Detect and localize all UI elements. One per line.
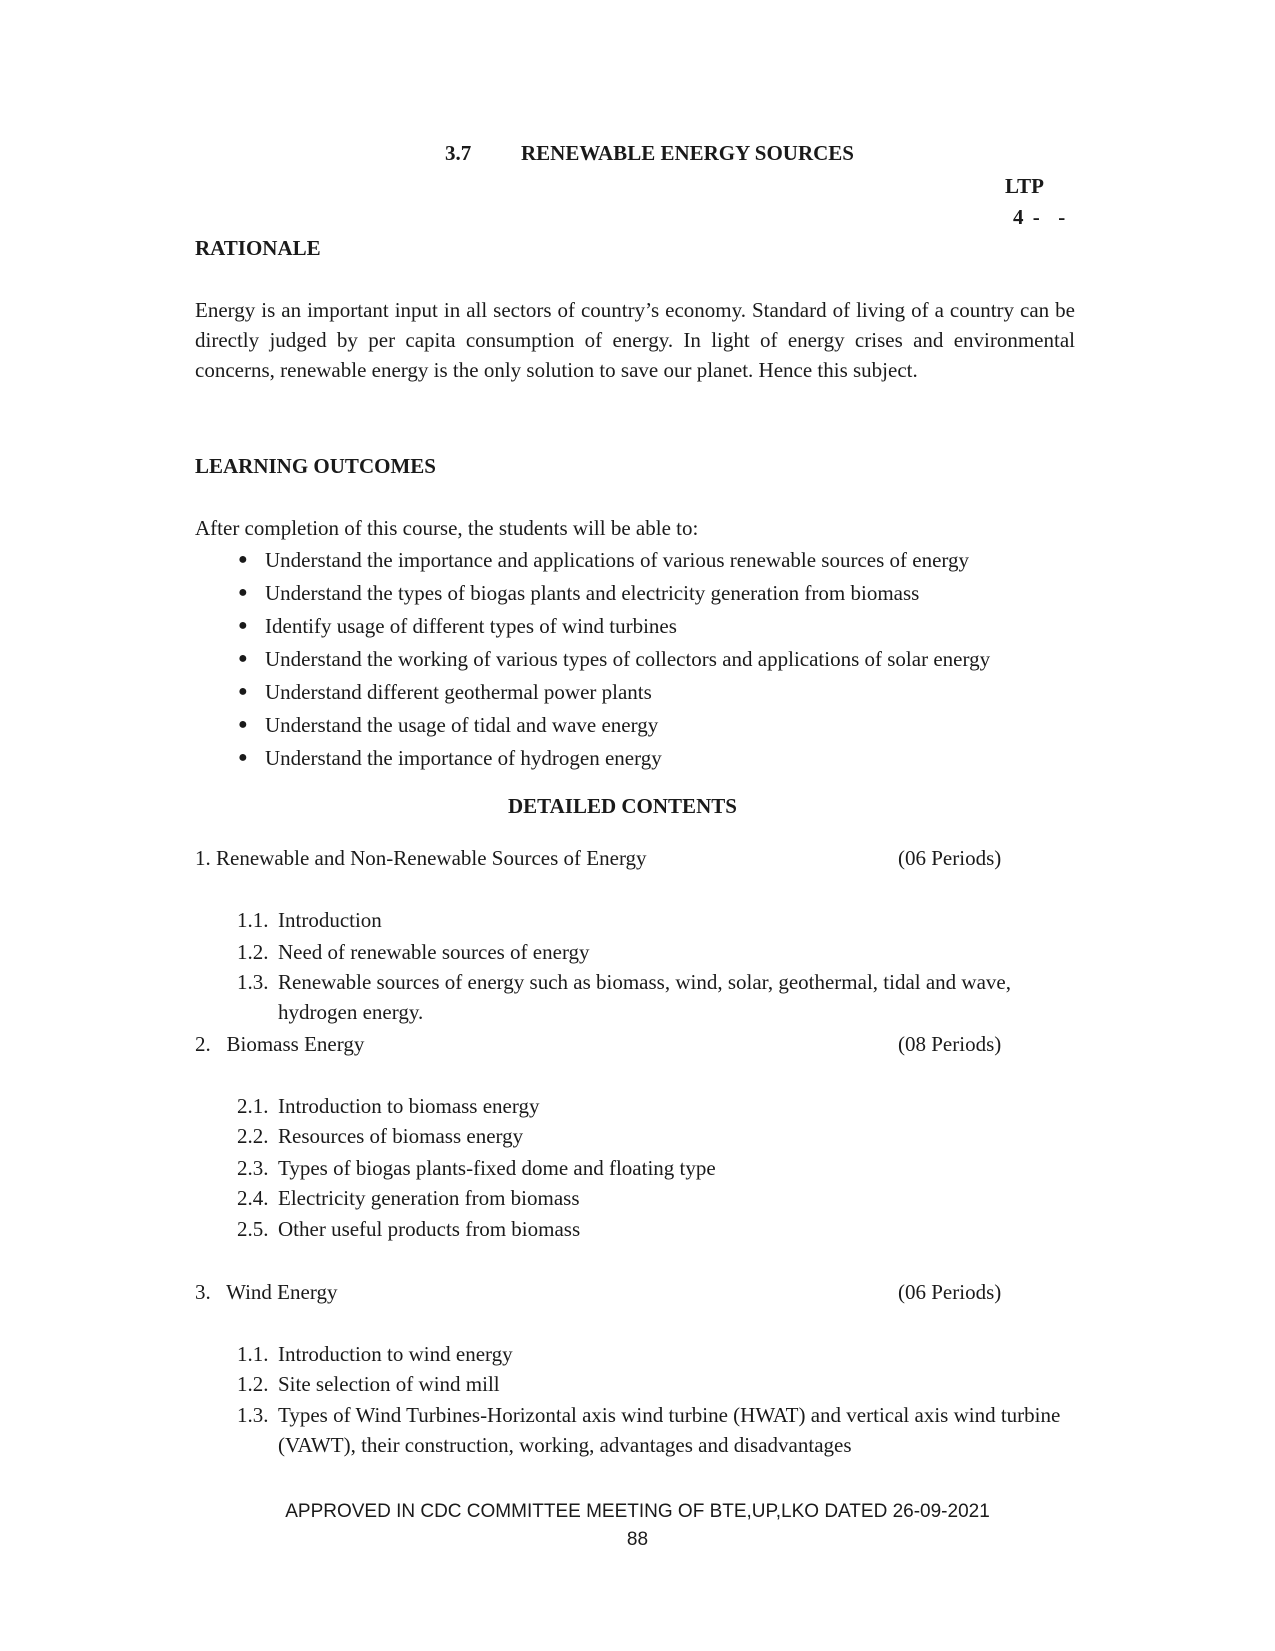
list-item xyxy=(237,1153,1077,1183)
list-item: ● Understand the importance of hydrogen energy xyxy=(238,743,990,776)
subitem-number: 1.1. xyxy=(237,908,269,932)
list-item xyxy=(237,1121,1077,1151)
subitem-number: 1.2. xyxy=(237,1372,269,1396)
ltp-label: LTP xyxy=(1005,174,1044,198)
subitem-text: Renewable sources of energy such as biomass, wind, solar, geothermal, tidal and wave, hydrogen energy. xyxy=(278,970,1011,1024)
subitem-text: Introduction xyxy=(278,908,382,932)
list-item xyxy=(237,937,1077,967)
subitem-number: 1.3. xyxy=(237,970,269,994)
subitem-number: 2.5. xyxy=(237,1217,269,1241)
learning-outcomes-heading: LEARNING OUTCOMES xyxy=(195,454,436,478)
learning-outcomes-list xyxy=(238,545,990,776)
list-item: ● Understand the importance and applications of various renewable sources of energy xyxy=(238,545,990,578)
list-item xyxy=(237,1369,1077,1399)
bullet-icon: ● xyxy=(238,716,248,733)
subitem-number: 2.4. xyxy=(237,1186,269,1210)
list-item xyxy=(237,1183,1077,1213)
subitem-number: 1.2. xyxy=(237,940,269,964)
subitem-number: 1.1. xyxy=(237,1342,269,1366)
subitem-text: Electricity generation from biomass xyxy=(278,1186,580,1210)
list-item: ● Understand different geothermal power plants xyxy=(238,677,990,710)
rationale-paragraph: Energy is an important input in all sectors of country’s economy. Standard of living of a country can be directly judged by per capita consumption of energy. In light of energy crises and environmental concerns, renewable energy is the only solution to save our planet. Hence this subject. xyxy=(195,298,1075,382)
bullet-icon: ● xyxy=(238,749,248,766)
subitem-text: Introduction to biomass energy xyxy=(278,1094,540,1118)
detailed-contents-heading: DETAILED CONTENTS xyxy=(508,794,737,818)
page-title: RENEWABLE ENERGY SOURCES xyxy=(521,141,854,165)
subitem-text: Types of biogas plants-fixed dome and floating type xyxy=(278,1156,716,1180)
subitem-number: 2.2. xyxy=(237,1124,269,1148)
unit-periods: (06 Periods) xyxy=(898,1280,1002,1304)
rationale-heading: RATIONALE xyxy=(195,236,321,260)
subitem-text: Site selection of wind mill xyxy=(278,1372,500,1396)
bullet-icon: ● xyxy=(238,584,248,601)
list-item: ● Understand the working of various types of collectors and applications of solar energy xyxy=(238,644,990,677)
bullet-icon: ● xyxy=(238,551,248,568)
unit-periods: (08 Periods) xyxy=(898,1032,1002,1056)
section-number: 3.7 xyxy=(445,141,472,165)
bullet-icon: ● xyxy=(238,617,248,634)
subitem-text: Types of Wind Turbines-Horizontal axis wind turbine (HWAT) and vertical axis wind turbine (VAWT), their construction, working, advantages and disadvantages xyxy=(278,1403,1061,1457)
list-item: ● Understand the types of biogas plants and electricity generation from biomass xyxy=(238,578,990,611)
list-item xyxy=(237,905,1077,935)
list-item xyxy=(237,1091,1077,1121)
page-number: 88 xyxy=(626,1529,649,1550)
bullet-icon: ● xyxy=(238,683,248,700)
subitem-text: Resources of biomass energy xyxy=(278,1124,524,1148)
list-item: ● Understand the usage of tidal and wave energy xyxy=(238,710,990,743)
subitem-text: Need of renewable sources of energy xyxy=(278,940,590,964)
list-item xyxy=(237,1339,1077,1369)
list-item xyxy=(237,1400,1077,1460)
footer-approval-note: APPROVED IN CDC COMMITTEE MEETING OF BTE,UP,LKO DATED 26-09-2021 xyxy=(285,1501,990,1522)
subitem-number: 1.3. xyxy=(237,1403,269,1427)
list-item: ● Identify usage of different types of wind turbines xyxy=(238,611,990,644)
unit-title: 1. Renewable and Non-Renewable Sources of Energy xyxy=(195,846,647,870)
unit-title: 3. Wind Energy xyxy=(195,1280,338,1304)
unit-periods: (06 Periods) xyxy=(898,846,1002,870)
subitem-number: 2.3. xyxy=(237,1156,269,1180)
subitem-text: Other useful products from biomass xyxy=(278,1217,581,1241)
learning-outcomes-intro: After completion of this course, the students will be able to: xyxy=(195,516,699,540)
subitem-text: Introduction to wind energy xyxy=(278,1342,513,1366)
unit-title: 2. Biomass Energy xyxy=(195,1032,365,1056)
list-item xyxy=(237,967,1077,1027)
ltp-values: 4 - - xyxy=(1013,205,1066,229)
subitem-number: 2.1. xyxy=(237,1094,269,1118)
list-item xyxy=(237,1214,1077,1244)
bullet-icon: ● xyxy=(238,650,248,667)
